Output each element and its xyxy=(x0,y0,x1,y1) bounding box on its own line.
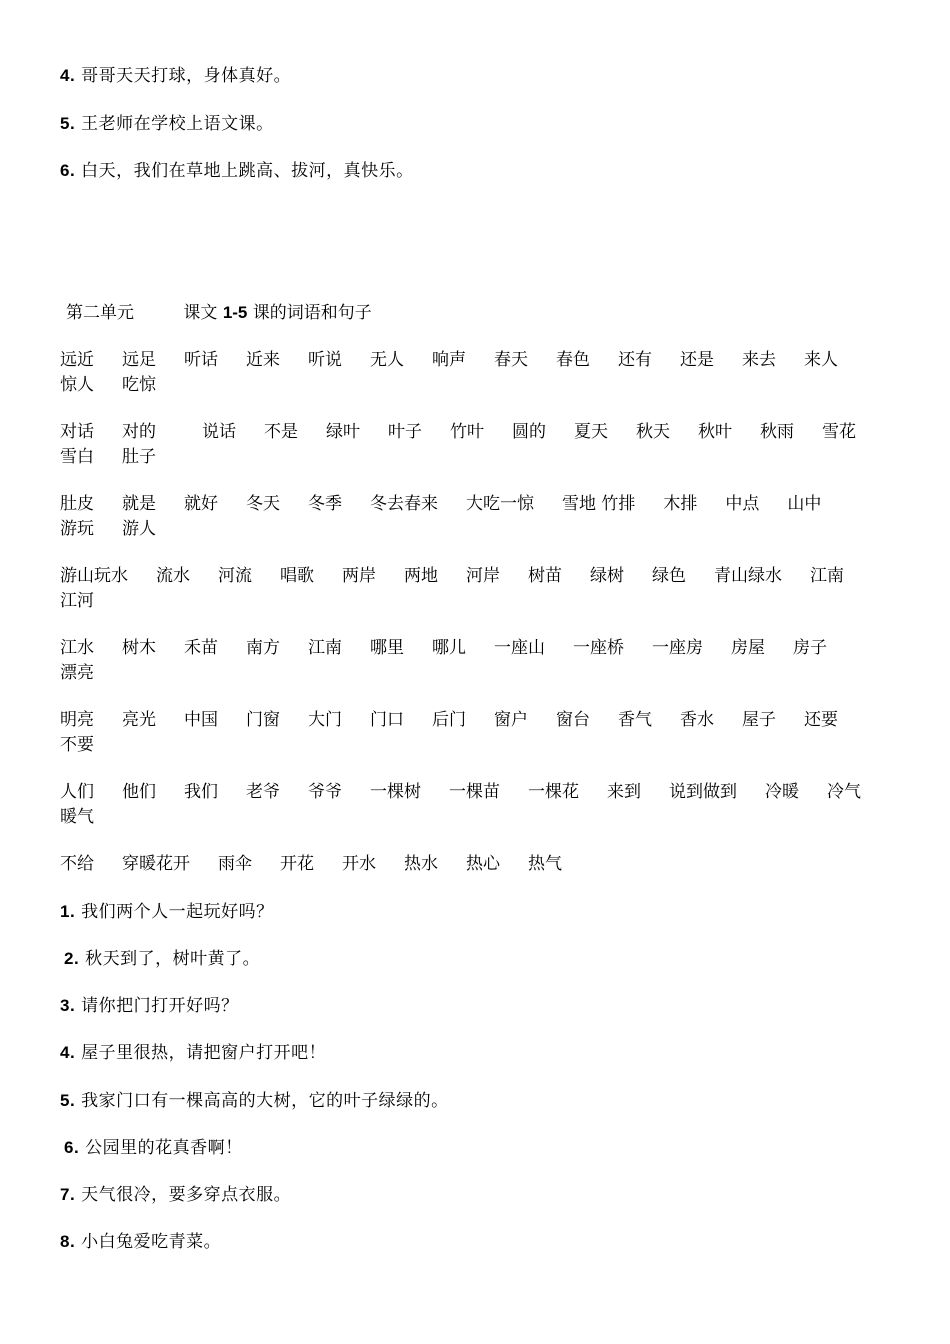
vocab-word: 树苗 xyxy=(528,566,562,586)
vocab-word: 冬季 xyxy=(308,494,342,514)
sentence-number: 4. xyxy=(60,66,76,85)
vocab-word: 春色 xyxy=(556,350,590,370)
vocab-word: 中国 xyxy=(184,710,218,730)
vocab-word: 爷爷 xyxy=(308,782,342,802)
top-sentence-4 xyxy=(60,64,291,88)
sentence-number: 1. xyxy=(60,902,76,921)
vocab-word: 一座桥 xyxy=(573,638,624,658)
vocab-word: 开花 xyxy=(280,854,314,874)
vocab-word: 唱歌 xyxy=(280,566,314,586)
sentence-text: 请你把门打开好吗？ xyxy=(81,996,239,1016)
vocab-row-8 xyxy=(60,852,894,877)
vocab-word: 不要 xyxy=(60,735,94,755)
vocab-word: 冷气 xyxy=(827,782,861,802)
sentence-7 xyxy=(60,1183,291,1207)
vocab-row-1 xyxy=(60,348,894,398)
vocab-word: 说话 xyxy=(202,422,236,442)
vocab-word: 大门 xyxy=(308,710,342,730)
vocab-word: 房屋 xyxy=(731,638,765,658)
vocab-word: 秋天 xyxy=(636,422,670,442)
vocab-word: 南方 xyxy=(246,638,280,658)
vocab-word: 窗户 xyxy=(494,710,528,730)
vocab-word: 雪白 xyxy=(60,447,94,467)
vocab-word: 远足 xyxy=(122,350,156,370)
unit-heading xyxy=(66,301,372,325)
vocab-word: 热水 xyxy=(404,854,438,874)
vocab-word: 香气 xyxy=(618,710,652,730)
vocab-word: 禾苗 xyxy=(184,638,218,658)
sentence-number: 5. xyxy=(60,114,76,133)
vocab-word: 亮光 xyxy=(122,710,156,730)
vocab-word: 冬天 xyxy=(246,494,280,514)
vocab-word: 就是 xyxy=(122,494,156,514)
sentence-text: 天气很冷，要多穿点衣服。 xyxy=(81,1185,292,1205)
vocab-word: 听说 xyxy=(308,350,342,370)
sentence-4 xyxy=(60,1041,326,1065)
vocab-word: 大吃一惊 xyxy=(466,494,534,514)
vocab-word: 香水 xyxy=(680,710,714,730)
vocab-word: 游人 xyxy=(122,519,156,539)
vocab-word: 还有 xyxy=(618,350,652,370)
vocab-word: 山中 xyxy=(787,494,822,514)
vocab-word: 门口 xyxy=(370,710,404,730)
sentence-6 xyxy=(64,1136,243,1160)
sentence-1 xyxy=(60,900,274,924)
unit-subtitle-range: 1-5 xyxy=(222,303,248,322)
vocab-word: 绿色 xyxy=(652,566,686,586)
sentence-text: 白天，我们在草地上跳高、拔河，真快乐。 xyxy=(81,161,414,181)
vocab-word: 两地 xyxy=(404,566,438,586)
sentence-text: 哥哥天天打球，身体真好。 xyxy=(81,66,292,86)
vocab-word: 夏天 xyxy=(574,422,608,442)
vocab-word: 江南 xyxy=(810,566,844,586)
vocab-word: 说到做到 xyxy=(669,782,737,802)
vocab-row-7 xyxy=(60,780,894,830)
vocab-row-2 xyxy=(60,420,894,470)
top-sentence-5 xyxy=(60,112,274,136)
vocab-word: 游玩 xyxy=(60,519,94,539)
vocab-word: 树木 xyxy=(122,638,156,658)
vocab-word: 肚皮 xyxy=(60,494,94,514)
vocab-word: 屋子 xyxy=(742,710,776,730)
sentence-number: 7. xyxy=(60,1185,76,1204)
unit-subtitle xyxy=(183,303,371,323)
vocab-word: 热气 xyxy=(528,854,562,874)
vocab-word: 冬去春来 xyxy=(370,494,438,514)
vocab-word: 不给 xyxy=(60,854,94,874)
vocab-word: 还是 xyxy=(680,350,714,370)
vocab-word: 来去 xyxy=(742,350,776,370)
vocab-word: 秋叶 xyxy=(698,422,732,442)
vocab-word: 窗台 xyxy=(556,710,590,730)
sentence-text: 我们两个人一起玩好吗？ xyxy=(81,902,274,922)
vocab-word: 响声 xyxy=(432,350,466,370)
vocab-word: 暖气 xyxy=(60,807,94,827)
sentence-number: 8. xyxy=(60,1232,76,1251)
vocab-word: 吃惊 xyxy=(122,375,156,395)
sentence-number: 5. xyxy=(60,1091,76,1110)
vocab-word: 不是 xyxy=(264,422,298,442)
vocab-word: 房子 xyxy=(793,638,827,658)
vocab-word: 秋雨 xyxy=(760,422,794,442)
sentence-text: 公园里的花真香啊！ xyxy=(85,1138,243,1158)
vocab-word: 一棵苗 xyxy=(449,782,500,802)
sentence-text: 秋天到了，树叶黄了。 xyxy=(85,949,261,969)
unit-title: 第二单元 xyxy=(66,303,134,323)
sentence-3 xyxy=(60,994,239,1018)
sentence-number: 6. xyxy=(64,1138,80,1157)
vocab-word: 一座山 xyxy=(494,638,545,658)
vocab-word: 一棵花 xyxy=(528,782,579,802)
unit-subtitle-suffix: 课的词语和句子 xyxy=(252,303,372,323)
vocab-word: 河岸 xyxy=(466,566,500,586)
vocab-word: 门窗 xyxy=(246,710,280,730)
sentence-number: 6. xyxy=(60,161,76,180)
vocab-word: 开水 xyxy=(342,854,376,874)
sentence-number: 2. xyxy=(64,949,80,968)
vocab-word: 对话 xyxy=(60,422,94,442)
vocab-word: 听话 xyxy=(184,350,218,370)
vocab-word: 远近 xyxy=(60,350,94,370)
vocab-word: 雪花 xyxy=(822,422,856,442)
vocab-word: 流水 xyxy=(156,566,190,586)
vocab-word: 热心 xyxy=(466,854,500,874)
vocab-word: 漂亮 xyxy=(60,663,94,683)
sentence-text: 王老师在学校上语文课。 xyxy=(81,114,274,134)
vocab-word: 无人 xyxy=(370,350,404,370)
vocab-row-4 xyxy=(60,564,894,614)
vocab-word: 绿叶 xyxy=(326,422,360,442)
vocab-word: 老爷 xyxy=(246,782,280,802)
vocab-word: 叶子 xyxy=(388,422,422,442)
vocab-row-6 xyxy=(60,708,894,758)
vocab-word: 我们 xyxy=(184,782,218,802)
vocab-word: 惊人 xyxy=(60,375,94,395)
vocab-word: 哪里 xyxy=(370,638,404,658)
vocab-word: 后门 xyxy=(432,710,466,730)
vocab-word: 就好 xyxy=(184,494,218,514)
vocab-row-5 xyxy=(60,636,894,686)
vocab-word: 河流 xyxy=(218,566,252,586)
vocab-word: 肚子 xyxy=(122,447,156,467)
vocab-word: 明亮 xyxy=(60,710,94,730)
top-sentence-6 xyxy=(60,159,414,183)
vocab-word: 春天 xyxy=(494,350,528,370)
sentence-text: 我家门口有一棵高高的大树，它的叶子绿绿的。 xyxy=(81,1091,449,1111)
vocab-word: 青山绿水 xyxy=(714,566,782,586)
vocab-word: 近来 xyxy=(246,350,280,370)
vocab-word: 绿树 xyxy=(590,566,624,586)
vocab-word: 圆的 xyxy=(512,422,546,442)
vocab-word: 雪地 竹排 xyxy=(562,494,636,514)
sentence-2 xyxy=(64,947,260,971)
vocab-word: 江河 xyxy=(60,591,94,611)
vocab-word: 他们 xyxy=(122,782,156,802)
vocab-word: 雨伞 xyxy=(218,854,252,874)
vocab-word: 来到 xyxy=(607,782,641,802)
vocab-word: 还要 xyxy=(804,710,838,730)
vocab-word: 冷暖 xyxy=(765,782,799,802)
sentence-number: 4. xyxy=(60,1043,76,1062)
vocab-word: 来人 xyxy=(804,350,838,370)
vocab-word: 一棵树 xyxy=(370,782,421,802)
vocab-word: 江水 xyxy=(60,638,94,658)
vocab-word: 对的 xyxy=(122,422,156,442)
vocab-word: 一座房 xyxy=(652,638,703,658)
vocab-word: 哪儿 xyxy=(432,638,466,658)
vocab-word: 穿暖花开 xyxy=(122,854,190,874)
vocab-word: 中点 xyxy=(725,494,760,514)
sentence-5 xyxy=(60,1089,449,1113)
unit-subtitle-prefix: 课文 xyxy=(183,303,218,323)
vocab-word: 人们 xyxy=(60,782,94,802)
sentence-number: 3. xyxy=(60,996,76,1015)
vocab-word: 竹叶 xyxy=(450,422,484,442)
sentence-text: 屋子里很热，请把窗户打开吧！ xyxy=(81,1043,327,1063)
vocab-word: 江南 xyxy=(308,638,342,658)
sentence-8 xyxy=(60,1230,221,1254)
vocab-word: 两岸 xyxy=(342,566,376,586)
vocab-row-3 xyxy=(60,492,894,542)
sentence-text: 小白兔爱吃青菜。 xyxy=(81,1232,222,1252)
vocab-word: 木排 xyxy=(663,494,698,514)
vocab-word: 游山玩水 xyxy=(60,566,128,586)
